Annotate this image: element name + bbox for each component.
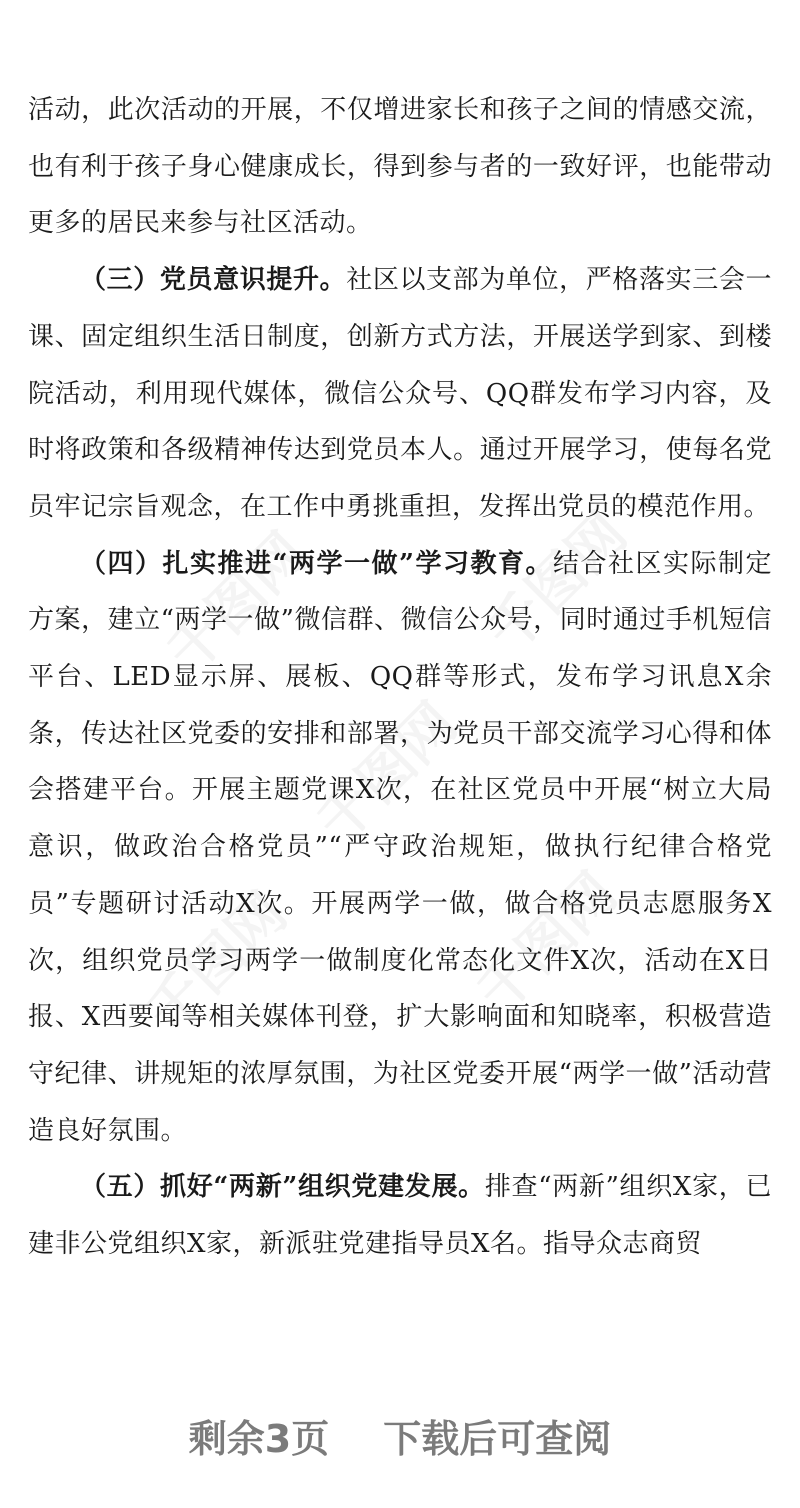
paragraph-text: 结合社区实际制定方案，建立“两学一做”微信群、微信公众号，同时通过手机短信平台、LED显示屏、展板、QQ群等形式，发布学习讯息X余条，传达社区党委的安排和部署，为党员干部交流学习心得和体会搭建平台。开展主题党课X次，在社区党员中开展“树立大局意识，做政治合格党员”“严守政治规矩，做执行纪律合格党员”专题研讨活动X次。开展两学一做，做合格党员志愿服务X次，组织党员学习两学一做制度化常态化文件X次，活动在X日报、X西要闻等相关媒体刊登，扩大影响面和知晓率，积极营造守纪律、讲规矩的浓厚氛围，为社区党委开展“两学一做”活动营造良好氛围。 (28, 548, 772, 1146)
download-hint-label: 下载后可查阅 (383, 1416, 612, 1461)
paragraph (28, 252, 772, 536)
paragraph-text: 排查“两新”组织X家，已建非公党组织X家，新派驻党建指导员X名。指导众志商贸 (28, 1172, 772, 1260)
download-banner[interactable] (0, 1400, 800, 1470)
paragraph (28, 82, 772, 252)
document-body (28, 82, 772, 1273)
paragraph (28, 1159, 772, 1272)
section-heading: （四）扎实推进“两学一做”学习教育。 (80, 548, 553, 579)
paragraph-text: 社区以支部为单位，严格落实三会一课、固定组织生活日制度，创新方式方法，开展送学到家、到楼院活动，利用现代媒体，微信公众号、QQ群发布学习内容，及时将政策和各级精神传达到党员本人。通过开展学习，使每名党员牢记宗旨观念，在工作中勇挑重担，发挥出党员的模范作用。 (28, 265, 772, 522)
paragraph-text: 活动，此次活动的开展，不仅增进家长和孩子之间的情感交流，也有利于孩子身心健康成长，得到参与者的一致好评，也能带动更多的居民来参与社区活动。 (28, 95, 772, 239)
section-heading: （三）党员意识提升。 (80, 265, 347, 296)
section-heading: （五）抓好“两新”组织党建发展。 (80, 1172, 485, 1203)
paragraph (28, 536, 772, 1160)
remaining-pages-label: 剩余3页 (188, 1416, 330, 1461)
